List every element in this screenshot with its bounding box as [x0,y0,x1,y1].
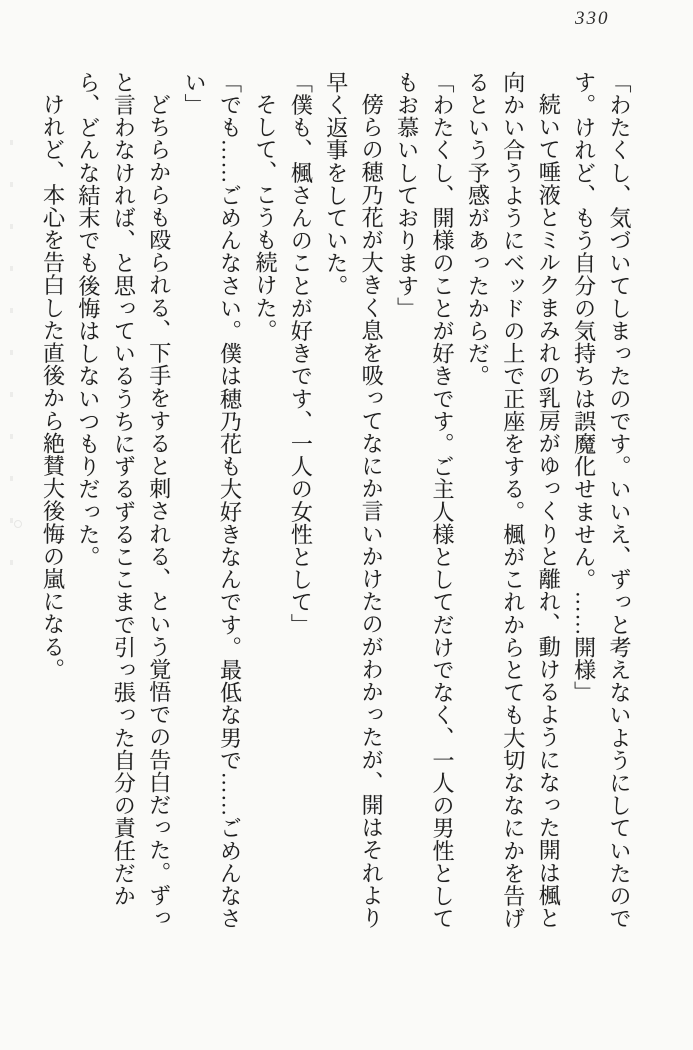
narrative-paragraph: そして、こうも続けた。 [252,93,278,342]
scan-artifact [14,520,22,528]
narrative-paragraph: けれど、本心を告白した直後から絶賛大後悔の嵐になる。 [40,93,66,681]
dialogue-paragraph: 「わたくし、気づいてしまったのです。いいえ、ずっと考えないようにしていたのです。けれど、もう自分の気持ちは誤魔化せません。……開様」 [571,71,632,930]
narrative-paragraph: どちらからも殴られる、下手をすると刺される、という覚悟での告白だった。ずっと言わなければ、と思っているうちにずるずるここまで引っ張った自分の責任だから、どんな結末でも後悔はしないつもりだった。 [75,71,172,930]
dialogue-paragraph: 「わたくし、開様のことが好きです。ご主人様としてだけでなく、一人の男性としてもお慕いしております」 [394,71,455,930]
page-number: 330 [575,8,610,29]
narrative-paragraph: 傍らの穂乃花が大きく息を吸ってなにか言いかけたのがわかったが、開はそれより早く返事をしていた。 [323,71,385,930]
body-text [35,71,637,930]
narrative-paragraph: 続いて唾液とミルクまみれの乳房がゆっくりと離れ、動けるようになった開は楓と向かい合うようにベッドの上で正座をする。楓がこれからとても大切ななにかを告げるという予感があったからだ。 [465,71,562,930]
dialogue-paragraph: 「僕も、楓さんのことが好きです、一人の女性として」 [288,71,314,636]
scan-artifact [10,140,13,570]
dialogue-paragraph: 「でも……ごめんなさい。僕は穂乃花も大好きなんです。最低な男で……ごめんなさい」 [182,71,243,930]
